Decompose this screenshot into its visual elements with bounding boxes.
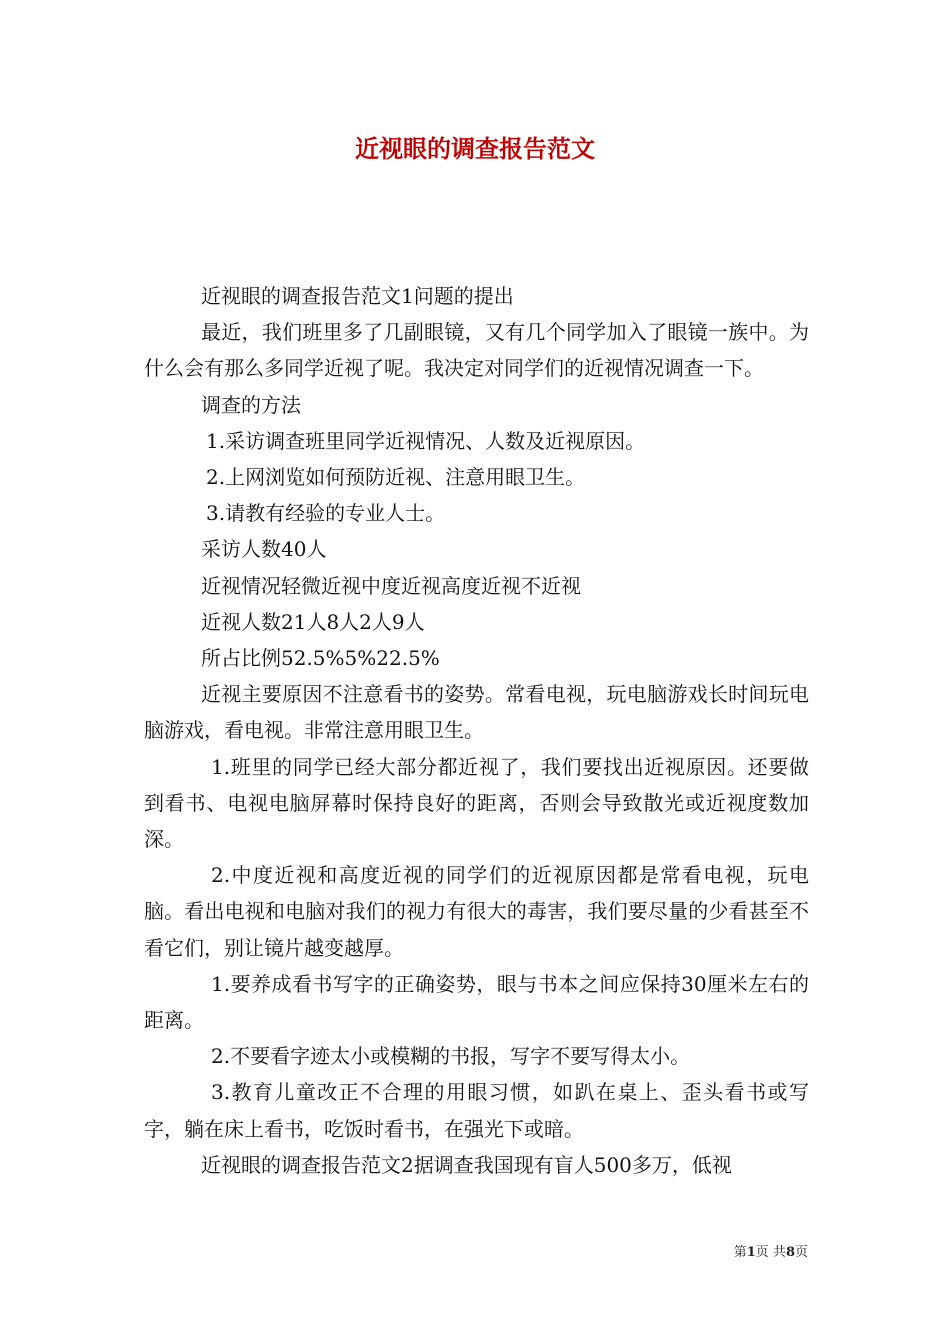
footer-prefix: 第 xyxy=(733,1245,747,1260)
paragraph: 最近，我们班里多了几副眼镜，又有几个同学加入了眼镜一族中。为什么会有那么多同学近视了呢。我决定对同学们的近视情况调查一下。 xyxy=(144,320,809,381)
total-page-number: 8 xyxy=(785,1245,795,1260)
paragraph: 近视主要原因不注意看书的姿势。常看电视，玩电脑游戏长时间玩电脑游戏，看电视。非常注意用眼卫生。 xyxy=(144,682,809,743)
list-item: 3.教育儿童改正不合理的用眼习惯，如趴在桌上、歪头看书或写字，躺在床上看书，吃饭时看书，在强光下或暗。 xyxy=(144,1080,809,1141)
list-item: 2.中度近视和高度近视的同学们的近视原因都是常看电视，玩电脑。看出电视和电脑对我们的视力有很大的毒害，我们要尽量的少看甚至不看它们，别让镜片越变越厚。 xyxy=(144,863,809,960)
paragraph: 采访人数40人 xyxy=(201,537,327,562)
current-page-number: 1 xyxy=(746,1245,756,1260)
footer-suffix: 页 xyxy=(794,1245,808,1260)
paragraph: 近视情况轻微近视中度近视高度近视不近视 xyxy=(201,573,581,598)
paragraph: 近视人数21人8人2人9人 xyxy=(201,609,425,634)
paragraph: 近视眼的调查报告范文1问题的提出 xyxy=(201,284,514,308)
list-item: 3.请教有经验的专业人士。 xyxy=(206,501,446,526)
page-number-footer xyxy=(700,1244,808,1262)
document-title: 近视眼的调查报告范文 xyxy=(355,134,595,163)
list-item: 1.班里的同学已经大部分都近视了，我们要找出近视原因。还要做到看书、电视电脑屏幕时保持良好的距离，否则会导致散光或近视度数加深。 xyxy=(144,754,809,852)
list-item: 1.要养成看书写字的正确姿势，眼与书本之间应保持30厘米左右的距离。 xyxy=(144,971,809,1033)
list-item: 1.采访调查班里同学近视情况、人数及近视原因。 xyxy=(206,428,646,453)
paragraph: 近视眼的调查报告范文2据调查我国现有盲人500多万，低视 xyxy=(201,1152,732,1177)
footer-middle: 页 共 xyxy=(755,1245,786,1260)
paragraph: 调查的方法 xyxy=(201,392,301,417)
list-item: 2.上网浏览如何预防近视、注意用眼卫生。 xyxy=(206,465,586,490)
document-body xyxy=(144,278,809,1183)
list-item: 2.不要看字迹太小或模糊的书报，写字不要写得太小。 xyxy=(211,1044,691,1069)
paragraph: 所占比例52.5%5%22.5% xyxy=(201,646,440,671)
